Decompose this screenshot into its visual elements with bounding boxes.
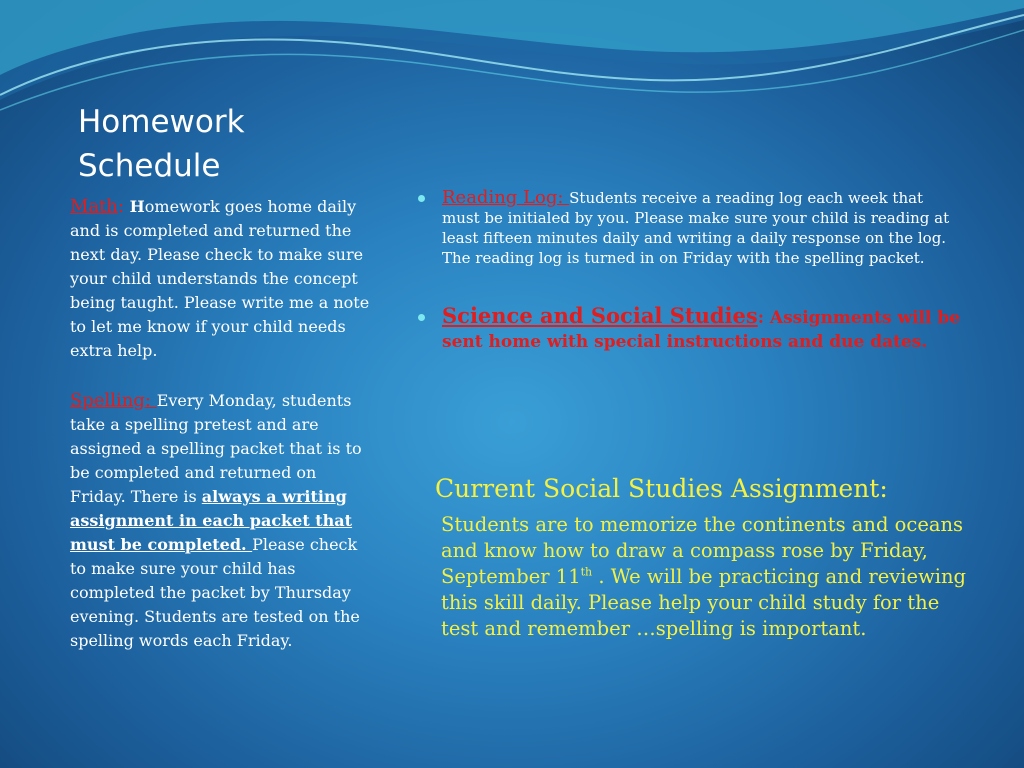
math-label: Math xyxy=(70,196,118,217)
spelling-text-2: Please check to make sure your child has completed the packet by Thursday evening. Students are tested on the spelling words each Friday. xyxy=(70,535,360,650)
math-colon: : xyxy=(118,196,125,217)
assignment-ordinal: th xyxy=(580,565,593,579)
reading-log-label: Reading Log: xyxy=(442,187,570,208)
spelling-emphasis: always a writing assignment in each packet that must be completed. xyxy=(70,487,353,554)
assignment-body xyxy=(441,512,981,642)
science-bullet xyxy=(418,304,963,354)
left-column xyxy=(70,195,375,679)
spelling-paragraph xyxy=(70,389,375,653)
spelling-label: Spelling: xyxy=(70,390,157,411)
assignment-text-2: . We will be practicing and reviewing this skill daily. Please help your child study for the test and remember …spelling is important. xyxy=(441,565,967,640)
math-initial: H xyxy=(124,197,145,216)
assignment-heading: Current Social Studies Assignment: xyxy=(435,474,888,503)
math-text: omework goes home daily and is completed and returned the next day. Please check to make sure your child understands the concept being taught. Please write me a note to let me know if your child needs extra help. xyxy=(70,197,370,360)
bullet-icon xyxy=(418,195,425,202)
reading-log-text: Students receive a reading log each week that must be initialed by you. Please make sure your child is reading at least fifteen minutes daily and writing a daily response on the log. The reading log is turned in on Friday with the spelling packet. xyxy=(442,189,950,267)
math-paragraph xyxy=(70,195,375,363)
bullet-icon xyxy=(418,314,425,321)
science-text: : Assignments will be sent home with special instructions and due dates. xyxy=(442,308,961,352)
right-column xyxy=(418,188,963,354)
spelling-text-1: Every Monday, students take a spelling pretest and are assigned a spelling packet that is to be completed and returned on Friday. There is xyxy=(70,391,362,506)
science-label: Science and Social Studies xyxy=(442,303,758,328)
title-line-2: Schedule xyxy=(78,148,221,184)
assignment-text-1: Students are to memorize the continents and oceans and know how to draw a compass rose by Friday, September 11 xyxy=(441,513,964,588)
reading-log-bullet xyxy=(418,188,963,268)
slide-title xyxy=(78,100,378,188)
title-line-1: Homework xyxy=(78,104,245,140)
